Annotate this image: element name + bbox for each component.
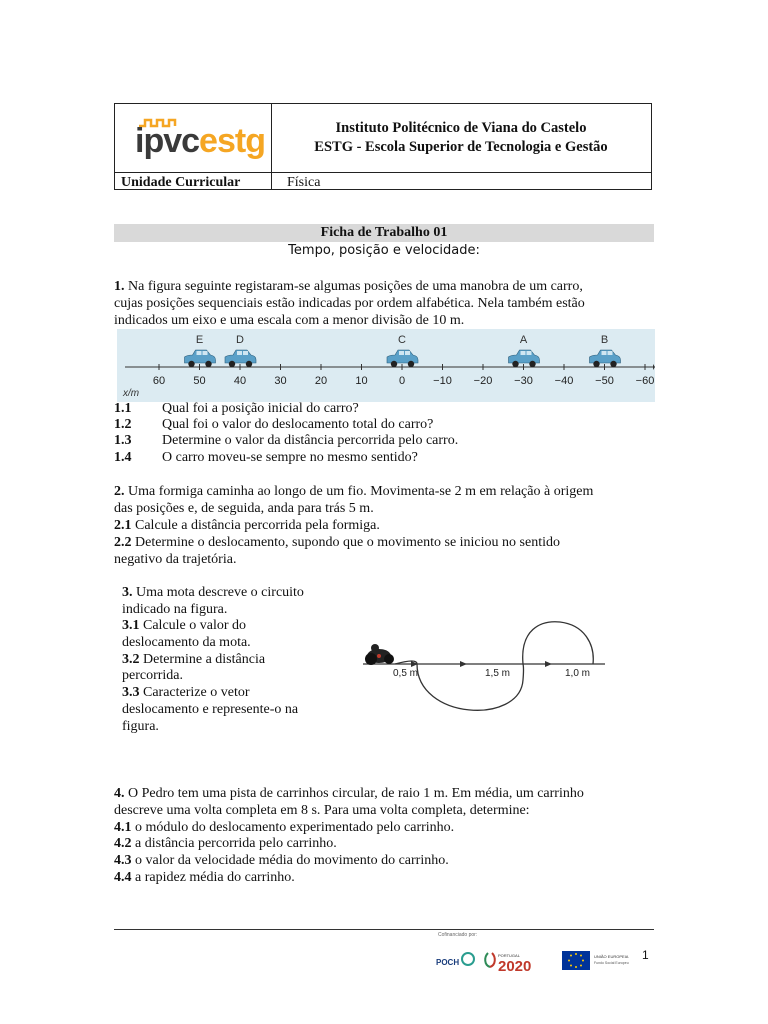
car-icon-b (590, 334, 621, 367)
school-name: ESTG - Escola Superior de Tecnologia e Gestão (314, 139, 608, 155)
q2-text1: Uma formiga caminha ao longo de um fio. Movimenta-se 2 m em relação à origem (124, 484, 594, 499)
axis-tick-label: 40 (233, 375, 247, 387)
uc-label: Unidade Curricular (121, 175, 241, 190)
svg-text:Fundo Social Europeu: Fundo Social Europeu (594, 961, 629, 965)
q3-sub-3 (122, 684, 250, 701)
uc-value: Física (287, 175, 321, 190)
logo (135, 122, 265, 161)
axis-tick-label: −30 (514, 375, 533, 387)
axis-tick-label: −50 (595, 375, 614, 387)
q3-number: 3. (122, 585, 133, 600)
car-icon-d (225, 334, 256, 367)
q3-sub-1 (122, 617, 246, 634)
q1-sub-2-num: 1.2 (114, 417, 132, 432)
q3-sub-1-cont: deslocamento da mota. (122, 635, 251, 650)
q2-sub-2 (114, 534, 560, 551)
q3-line2: indicado na figura. (122, 602, 228, 617)
institution-title (271, 104, 651, 172)
q3-sub-1-num: 3.1 (122, 618, 140, 633)
page-number: 1 (642, 948, 649, 962)
uc-divider (271, 173, 272, 189)
q3-sub-3-text: Caracterize o vetor (139, 685, 250, 700)
q2-line1 (114, 483, 593, 500)
svg-text:D: D (236, 334, 244, 346)
footer-divider (114, 929, 654, 930)
q1-line3: indicados um eixo e uma escala com a menor divisão de 10 m. (114, 313, 465, 328)
axis-tick-label: 60 (152, 375, 166, 387)
q4-sub-4 (114, 869, 295, 886)
eu-flag-logo (562, 951, 629, 970)
motorbike-icon (365, 644, 394, 665)
q3-sub-2 (122, 651, 265, 668)
q3-sub-2-text: Determine a distância (139, 652, 266, 667)
q3-sub-2-num: 3.2 (122, 652, 140, 667)
circuit-label-2: 1,5 m (485, 668, 511, 679)
axis-tick-label: −20 (473, 375, 493, 387)
q2-sub-1-text: Calcule a distância percorrida pela formiga. (131, 518, 380, 533)
q3-sub-3-num: 3.3 (122, 685, 140, 700)
svg-text:PORTUGAL: PORTUGAL (498, 953, 520, 958)
q3-sub-3-cont2: figura. (122, 719, 159, 734)
svg-text:C: C (398, 334, 406, 346)
q1-number: 1. (114, 279, 125, 294)
q4-text1: O Pedro tem uma pista de carrinhos circular, de raio 1 m. Em média, um carrinho (124, 786, 584, 801)
axis-arrow (653, 364, 655, 370)
uc-row (115, 172, 651, 189)
q1-sub-3-text: Determine o valor da distância percorrida pelo carro. (162, 433, 459, 448)
q4-sub-3 (114, 852, 449, 869)
axis-tick-label: −10 (433, 375, 452, 387)
institute-name: Instituto Politécnico de Viana do Castelo (335, 120, 587, 136)
axis-tick-label: −60 (635, 375, 655, 387)
circuit-label-3: 1,0 m (565, 668, 591, 679)
axis-tick-label: 30 (274, 375, 287, 387)
q4-sub-2 (114, 835, 337, 852)
q1-sub-1-num: 1.1 (114, 401, 132, 416)
axis-tick-labels (153, 375, 654, 387)
svg-text:UNIÃO EUROPEIA: UNIÃO EUROPEIA (594, 954, 629, 959)
axis-tick-label: 50 (193, 375, 206, 387)
q1-sub-3-num: 1.3 (114, 433, 132, 448)
header-table (114, 103, 652, 190)
poch-logo (436, 953, 474, 967)
q4-sub-3-num: 4.3 (114, 853, 132, 868)
svg-text:E: E (195, 334, 204, 346)
q4-sub-1 (114, 819, 454, 836)
worksheet-subtitle: Tempo, posição e velocidade: (288, 243, 480, 258)
car-icon-c (387, 334, 418, 367)
q4-sub-4-text: a rapidez média do carrinho. (131, 870, 295, 885)
q2-sub-2-cont: negativo da trajetória. (114, 552, 237, 567)
moto-circuit-figure (355, 620, 610, 720)
q2-sub-1-num: 2.1 (114, 518, 132, 533)
logo-ipvc: ipvc (135, 122, 200, 160)
cars-group (185, 334, 621, 367)
q4-sub-3-text: o valor da velocidade média do movimento do carrinho. (131, 853, 449, 868)
car-axis-figure (117, 329, 655, 402)
q2-sub-2-num: 2.2 (114, 535, 132, 550)
q1-text1: Na figura seguinte registaram-se algumas posições de uma manobra de um carro, (124, 279, 583, 294)
q4-sub-1-text: o módulo do deslocamento experimentado pelo carrinho. (131, 820, 455, 835)
q2-sub-1 (114, 517, 380, 534)
axis-tick-label: 10 (355, 375, 368, 387)
axis-unit-label: x/m (123, 388, 140, 399)
q1-sub-1-text: Qual foi a posição inicial do carro? (162, 401, 359, 416)
cofinanciado-label: Cofinanciado por: (438, 932, 478, 938)
axis-tick-label: 0 (398, 375, 406, 387)
car-axis-svg (117, 329, 655, 402)
circuit-upper-loop (523, 622, 594, 664)
car-icon-a (509, 334, 540, 367)
q3-text1: Uma mota descreve o circuito (132, 585, 304, 600)
car-icon-e (185, 334, 216, 367)
q3-sub-2-cont: percorrida. (122, 668, 184, 683)
q2-line2: das posições e, de seguida, anda para trás 5 m. (114, 501, 374, 516)
q4-sub-2-text: a distância percorrida pelo carrinho. (131, 836, 337, 851)
funding-logos (432, 945, 632, 975)
worksheet-title: Ficha de Trabalho 01 (114, 224, 654, 242)
q4-sub-2-num: 4.2 (114, 836, 132, 851)
svg-text:2020: 2020 (498, 958, 532, 975)
q1-sub-2-text: Qual foi o valor do deslocamento total do carro? (162, 417, 434, 432)
svg-text:B: B (600, 334, 609, 346)
q1-sub-4-num: 1.4 (114, 450, 132, 465)
logo-estg: estg (199, 122, 265, 160)
q4-line2: descreve uma volta completa em 8 s. Para uma volta completa, determine: (114, 803, 530, 818)
q4-number: 4. (114, 786, 125, 801)
svg-text:POCH: POCH (436, 958, 460, 967)
q4-sub-4-num: 4.4 (114, 870, 132, 885)
logo-cell (115, 104, 272, 172)
q4-line1 (114, 785, 584, 802)
q3-line1 (122, 584, 304, 601)
q2-number: 2. (114, 484, 125, 499)
circuit-label-1: 0,5 m (393, 668, 419, 679)
q4-sub-1-num: 4.1 (114, 820, 132, 835)
q3-sub-1-text: Calcule o valor do (139, 618, 247, 633)
q1-line1 (114, 278, 583, 295)
axis-tick-label: −40 (554, 375, 574, 387)
q1-line2: cujas posições sequenciais estão indicadas por ordem alfabética. Nela também estão (114, 296, 585, 311)
q2-sub-2-text: Determine o deslocamento, supondo que o movimento se iniciou no sentido (131, 535, 560, 550)
svg-text:A: A (519, 334, 528, 346)
q3-sub-3-cont: deslocamento e represente-o na (122, 702, 299, 717)
portugal-2020-logo (485, 953, 531, 975)
axis-tick-label: 20 (314, 375, 328, 387)
q1-sub-4-text: O carro moveu-se sempre no mesmo sentido? (162, 450, 418, 465)
